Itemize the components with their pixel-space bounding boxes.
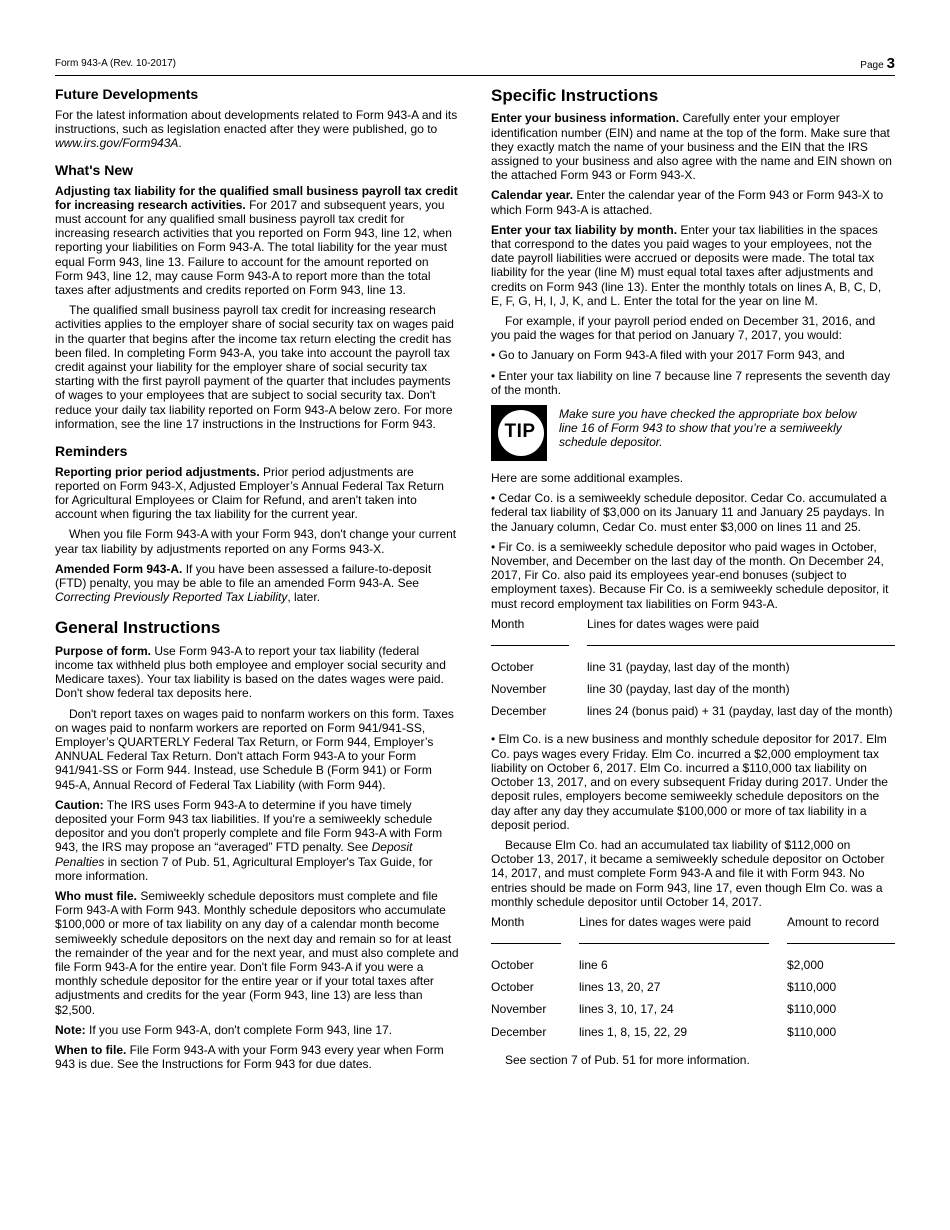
note-text: If you use Form 943-A, don't complete Form 943, line 17. bbox=[85, 1022, 393, 1037]
table-cell: December bbox=[491, 704, 547, 719]
table-row bbox=[491, 660, 895, 682]
when-to-file bbox=[55, 1043, 459, 1071]
table-cell: December bbox=[491, 1024, 547, 1039]
note-lead: Note: bbox=[55, 1022, 86, 1037]
purpose-text: Use Form 943-A to report your tax liability (federal income tax withheld plus both employee and employer social security and Medicare taxes). Your tax liability is based on the dates wages were paid. Don't show federal tax deposits here. bbox=[55, 643, 446, 701]
calendar-lead: Calendar year. bbox=[491, 188, 574, 203]
calendar-text: Enter the calendar year of the Form 943 or Form 943-X to which Form 943-A is attached. bbox=[491, 188, 884, 217]
amended-text-end: , later. bbox=[287, 590, 321, 605]
month-header: Month bbox=[491, 617, 569, 646]
when-lead: When to file. bbox=[55, 1043, 127, 1058]
table-cell: lines 3, 10, 17, 24 bbox=[579, 1002, 674, 1017]
bullet-january: • Go to January on Form 943-A filed with your 2017 Form 943, and bbox=[491, 348, 845, 363]
table-cell: November bbox=[491, 1002, 547, 1017]
future-developments-text bbox=[55, 108, 459, 151]
whats-new-p2: The qualified small business payroll tax credit for increasing research activities applies to the employer share of social security tax on wages paid in the quarter that begins after the income tax return electing the credit has been filed. In completing Form 943-A, you take into account the payroll tax credit against your liability for the employer share of social security tax starting with the first payroll payment of the quarter that includes payments of wages to your employees that are subject to social security tax. Don't reduce your daily tax liability reported on Form 943-A below zero. For more information, see the line 17 instructions in the Instructions for Form 943. bbox=[55, 303, 454, 431]
table-row bbox=[491, 682, 895, 704]
table-cell: $110,000 bbox=[787, 980, 837, 995]
caution-paragraph bbox=[55, 798, 459, 883]
business-info bbox=[491, 111, 895, 182]
elm-co-paragraph: Because Elm Co. had an accumulated tax liability of $112,000 on October 13, 2017, it became a semiweekly schedule depositor on October 14, 2017, and must complete Form 943-A and file it with Form 943. No entries should be made on Form 943, line 17, even though Elm Co. was a monthly schedule depositor until October 14, 2017. bbox=[491, 837, 885, 909]
caution-text-end: in section 7 of Pub. 51, Agricultural Employer's Tax Guide, for more information. bbox=[55, 854, 433, 883]
who-lead: Who must file. bbox=[55, 889, 137, 904]
footer-note: See section 7 of Pub. 51 for more information. bbox=[505, 1052, 750, 1067]
table-cell: October bbox=[491, 957, 534, 972]
whats-new-p1 bbox=[55, 184, 459, 298]
page-number-value: 3 bbox=[886, 55, 895, 72]
caution-lead: Caution: bbox=[55, 797, 104, 812]
left-column bbox=[55, 86, 459, 1077]
fir-co-table bbox=[491, 617, 895, 727]
table-row bbox=[491, 1025, 895, 1047]
tip-box bbox=[491, 405, 895, 461]
future-text: For the latest information about developments related to Form 943-A and its instructions, such as legislation enacted after they were published, go to bbox=[55, 107, 458, 136]
table-header-row bbox=[491, 617, 895, 660]
form-id: Form 943-A (Rev. 10-2017) bbox=[55, 58, 176, 69]
liability-lead: Enter your tax liability by month. bbox=[491, 222, 678, 237]
whats-new-heading: What's New bbox=[55, 162, 134, 179]
whats-new-p1-text: For 2017 and subsequent years, you must account for any qualified small business payroll tax credit for increasing research activities that you reported on Form 943, line 12, when reporting your liabilities on Form 943-A. The total liability for the year must equal Form 943, line 13. Failure to account for the amount reported on Form 943, line 12, may cause Form 943-A to report more than the total taxes after adjustments and credits reported on Form 943, line 13. bbox=[55, 197, 452, 298]
table-cell: lines 13, 20, 27 bbox=[579, 980, 661, 995]
reminders-p1-text: Prior period adjustments are reported on Form 943-X, Adjusted Employer’s Annual Federal Tax Return for Agricultural Employees or Claim for Refund, and aren't taken into account when figuring the tax liability for the current year. bbox=[55, 464, 444, 522]
business-lead: Enter your business information. bbox=[491, 111, 680, 126]
page-header bbox=[55, 55, 895, 76]
calendar-year bbox=[491, 188, 895, 216]
right-column bbox=[491, 86, 895, 1073]
page-number bbox=[860, 55, 895, 72]
business-text: Carefully enter your employer identification number (EIN) and name at the top of the form. Make sure that they exactly match the name of your business and the EIN that the IRS assigned to your business and also agree with the name and EIN shown on the attached Form 943 or Form 943-X. bbox=[491, 111, 892, 183]
tip-icon bbox=[491, 405, 547, 461]
table-header-row bbox=[491, 915, 895, 958]
table-cell: October bbox=[491, 659, 534, 674]
specific-instructions-heading: Specific Instructions bbox=[491, 86, 659, 105]
bullet-line-7: • Enter your tax liability on line 7 because line 7 represents the seventh day of the month. bbox=[491, 368, 891, 397]
tip-label: TIP bbox=[504, 421, 536, 443]
elm-co-table bbox=[491, 915, 895, 1047]
when-text: File Form 943-A with your Form 943 every year when Form 943 is due. See the Instructions for Form 943 for due dates. bbox=[55, 1043, 444, 1072]
note-paragraph bbox=[55, 1023, 459, 1037]
reminders-p2: When you file Form 943-A with your Form 943, don't change your current year tax liability by adjustments reported on any Forms 943-X. bbox=[55, 527, 457, 556]
irs-link[interactable]: www.irs.gov/Form943A bbox=[55, 135, 179, 150]
bullet-cedar-co: • Cedar Co. is a semiweekly schedule depositor. Cedar Co. accumulated a federal tax liability of $3,000 on its January 11 and January 25 paydays. In the January column, Cedar Co. must enter $3,000 on lines 11 and 25. bbox=[491, 491, 887, 534]
who-must-file bbox=[55, 889, 459, 1017]
tip-text: Make sure you have checked the appropriate box below line 16 of Form 943 to show that you’re a semiweekly schedule depositor. bbox=[559, 407, 857, 450]
reminders-lead: Reporting prior period adjustments. bbox=[55, 464, 260, 479]
general-instructions-heading: General Instructions bbox=[55, 618, 221, 638]
additional-examples: Here are some additional examples. bbox=[491, 471, 684, 486]
who-text: Semiweekly schedule depositors must complete and file Form 943-A with Form 943. Monthly schedule depositors who accumulate $100,000 or more of tax liability on any day of a calendar month become semiweekly schedule depositors on the next day and remain so for at least the remainder of the year and for the next year, and must also complete and file Form 943-A for the entire year. Don't file Form 943-A if you were a monthly schedule depositor for the entire year or if your total taxes after adjustments and credits for the year (Form 943, line 13) are less than $2,500. bbox=[55, 889, 459, 1017]
table-row bbox=[491, 958, 895, 980]
table-cell: line 6 bbox=[579, 957, 608, 972]
table-cell: $2,000 bbox=[787, 957, 824, 972]
amended-text: If you have been assessed a failure-to-deposit (FTD) penalty, you may be able to file an amended Form 943-A. See bbox=[55, 561, 432, 590]
amount-header: Amount to record bbox=[787, 915, 895, 944]
table-cell: November bbox=[491, 682, 547, 697]
caution-text: The IRS uses Form 943-A to determine if you have timely deposited your Form 943 tax liabilities. If you're a semiweekly schedule depositor and you don't properly complete and file Form 943-A with Form 943, the IRS may propose an “averaged” FTD penalty. See bbox=[55, 797, 443, 855]
page-label: Page bbox=[860, 60, 884, 71]
table-row bbox=[491, 980, 895, 1002]
table-cell: line 31 (payday, last day of the month) bbox=[587, 659, 790, 674]
table-row bbox=[491, 704, 895, 726]
table-cell: lines 1, 8, 15, 22, 29 bbox=[579, 1024, 688, 1039]
example-paragraph: For example, if your payroll period ended on December 31, 2016, and you paid the wages for that period on January 7, 2017, you would: bbox=[491, 314, 876, 343]
table-cell: lines 24 (bonus paid) + 31 (payday, last day of the month) bbox=[587, 704, 893, 719]
caution-ref: Deposit Penalties bbox=[55, 840, 413, 869]
future-developments-heading: Future Developments bbox=[55, 86, 199, 102]
reminders-p1 bbox=[55, 465, 459, 522]
reminders-heading: Reminders bbox=[55, 443, 128, 460]
liability-text: Enter your tax liabilities in the spaces that correspond to the dates you paid wages to your employees, not the date payroll liabilities were accrued or deposits were made. The total tax liability for the year (line M) must equal total taxes after adjustments and credits on Form 943 (line 13). Enter the monthly totals on lines A, B, C, D, E, F, G, H, I, J, K, and L. Enter the total for the year on line M. bbox=[491, 222, 882, 308]
lines-header: Lines for dates wages were paid bbox=[579, 915, 769, 944]
amended-ref: Correcting Previously Reported Tax Liability bbox=[55, 590, 288, 605]
bullet-elm-co: • Elm Co. is a new business and monthly schedule depositor for 2017. Elm Co. pays wages every Friday. Elm Co. incurred a $2,000 employment tax liability on October 6, 2017. Elm Co. incurred a $110,000 tax liability on October 13, 2017, and on every subsequent Friday during 2017. Under the deposit rules, employers become semiweekly schedule depositors on the day after any day they accumulate $100,000 or more of tax liability in a deposit period. bbox=[491, 732, 888, 832]
month-header: Month bbox=[491, 915, 561, 944]
table-cell: $110,000 bbox=[787, 1002, 837, 1017]
amended-lead: Amended Form 943-A. bbox=[55, 561, 183, 576]
purpose-lead: Purpose of form. bbox=[55, 643, 152, 658]
table-cell: line 30 (payday, last day of the month) bbox=[587, 682, 790, 697]
whats-new-lead: Adjusting tax liability for the qualified small business payroll tax credit for increasing research activities. bbox=[55, 183, 458, 212]
table-cell: October bbox=[491, 980, 534, 995]
table-row bbox=[491, 1002, 895, 1024]
lines-header: Lines for dates wages were paid bbox=[587, 617, 895, 646]
future-text-end: . bbox=[178, 135, 182, 150]
purpose-of-form bbox=[55, 644, 459, 701]
nonfarm-paragraph: Don't report taxes on wages paid to nonfarm workers on this form. Taxes on wages paid to nonfarm workers are reported on Form 941/941-SS, Employer’s QUARTERLY Federal Tax Return, or Form 944, Employer’s ANNUAL Federal Tax Return. Don't attach Form 943-A to your Form 941/941-SS or Form 944. Instead, use Schedule B (Form 941) or Form 945-A, Annual Record of Federal Tax Liability (with Form 944). bbox=[55, 706, 454, 792]
table-cell: $110,000 bbox=[787, 1024, 837, 1039]
bullet-fir-co: • Fir Co. is a semiweekly schedule depositor who paid wages in October, November, and December on the last day of the month. On December 24, 2017, Fir Co. also paid its employees year-end bonuses (subject to employment taxes). Because Fir Co. is a semiweekly schedule depositor, it must record employment tax liabilities on Form 943-A. bbox=[491, 539, 889, 611]
tax-liability-by-month bbox=[491, 223, 895, 308]
reminders-p3 bbox=[55, 562, 459, 605]
